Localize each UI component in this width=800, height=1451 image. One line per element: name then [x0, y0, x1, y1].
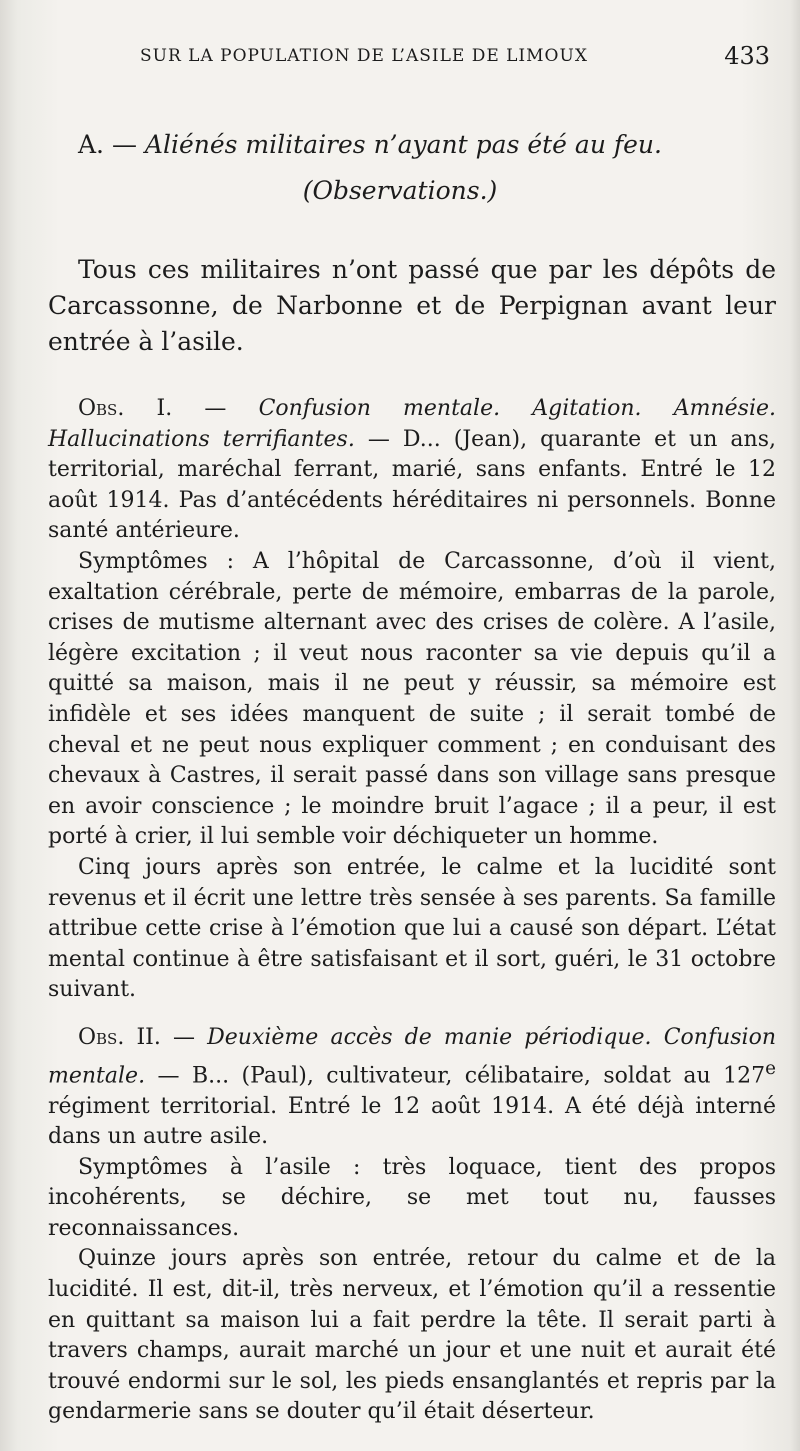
- observation-1: [48, 394, 776, 1006]
- obs2-diagnosis: Deuxième accès de manie périodique. Confusion mentale.: [48, 1025, 776, 1088]
- page-header: [40, 40, 770, 76]
- obs1-label: Obs. I. —: [78, 396, 259, 421]
- obs2-paragraph-1: [48, 1023, 776, 1153]
- obs2-intro-post: régiment territorial. Entré le 12 août 1914. A été déjà interné dans un autre asile.: [48, 1093, 776, 1150]
- obs2-label: Obs. II. —: [78, 1025, 208, 1050]
- running-title: SUR LA POPULATION DE L’ASILE DE LIMOUX: [140, 46, 588, 66]
- intro-text: Tous ces militaires n’ont passé que par les dépôts de Carcassonne, de Narbonne et de Perpignan avant leur entrée à l’asile.: [48, 255, 776, 356]
- obs2-intro-pre: — B... (Paul), cultivateur, célibataire, soldat au 127: [145, 1062, 766, 1088]
- observation-2: [48, 1023, 776, 1428]
- obs1-intro: — D... (Jean), quarante et un ans, territorial, maréchal ferrant, marié, sans enfants. Entré le 12 août 1914. Pas d’antécédents héréditaires ni personnels. Bonne santé antérieure.: [48, 426, 776, 544]
- section-title-prefix: A. —: [78, 130, 145, 159]
- obs1-paragraph-1: [48, 394, 776, 547]
- obs2-paragraph-2: Symptômes à l’asile : très loquace, tient des propos incohérents, se déchire, se met tout nu, fausses reconnaissances.: [48, 1154, 776, 1241]
- section-title-italic: Aliénés militaires n’ayant pas été au feu.: [144, 130, 662, 159]
- section-title: [78, 130, 738, 159]
- obs2-ordinal-superscript: e: [765, 1057, 776, 1079]
- page-number: 433: [724, 42, 770, 70]
- obs1-paragraph-2: Symptômes : A l’hôpital de Carcassonne, d’où il vient, exaltation cérébrale, perte de mémoire, embarras de la parole, crises de mutisme alternant avec des crises de colère. A l’asile, légère excitation ; il veut nous raconter sa vie depuis qu’il a quitté sa maison, mais il ne peut y réussir, sa mémoire est infidèle et ses idées manquent de suite ; il serait tombé de cheval et ne peut nous expliquer comment ; en conduisant des chevaux à Castres, il serait passé dans son village sans presque en avoir conscience ; le moindre bruit l’agace ; il a peur, il est porté à crier, il lui semble voir déchiqueter un homme.: [48, 548, 776, 850]
- obs1-paragraph-3: Cinq jours après son entrée, le calme et la lucidité sont revenus et il écrit une lettre très sensée à ses parents. Sa famille attribue cette crise à l’émotion que lui a causé son départ. L’état mental continue à être satisfaisant et il sort, guéri, le 31 octobre suivant.: [48, 854, 776, 1003]
- section-subtitle: (Observations.): [302, 176, 498, 205]
- obs1-diagnosis: Confusion mentale. Agitation. Amnésie. Hallucinations terrifiantes.: [48, 396, 776, 452]
- intro-paragraph: [48, 252, 776, 360]
- obs2-paragraph-3: Quinze jours après son entrée, retour du calme et de la lucidité. Il est, dit-il, très nerveux, et l’émotion qu’il a ressentie en quittant sa maison lui a fait perdre la tête. Il serait parti à travers champs, aurait marché un jour et une nuit et aurait été trouvé endormi sur le sol, les pieds ensanglantés et repris par la gendarmerie sans se douter qu’il était déserteur.: [48, 1246, 776, 1425]
